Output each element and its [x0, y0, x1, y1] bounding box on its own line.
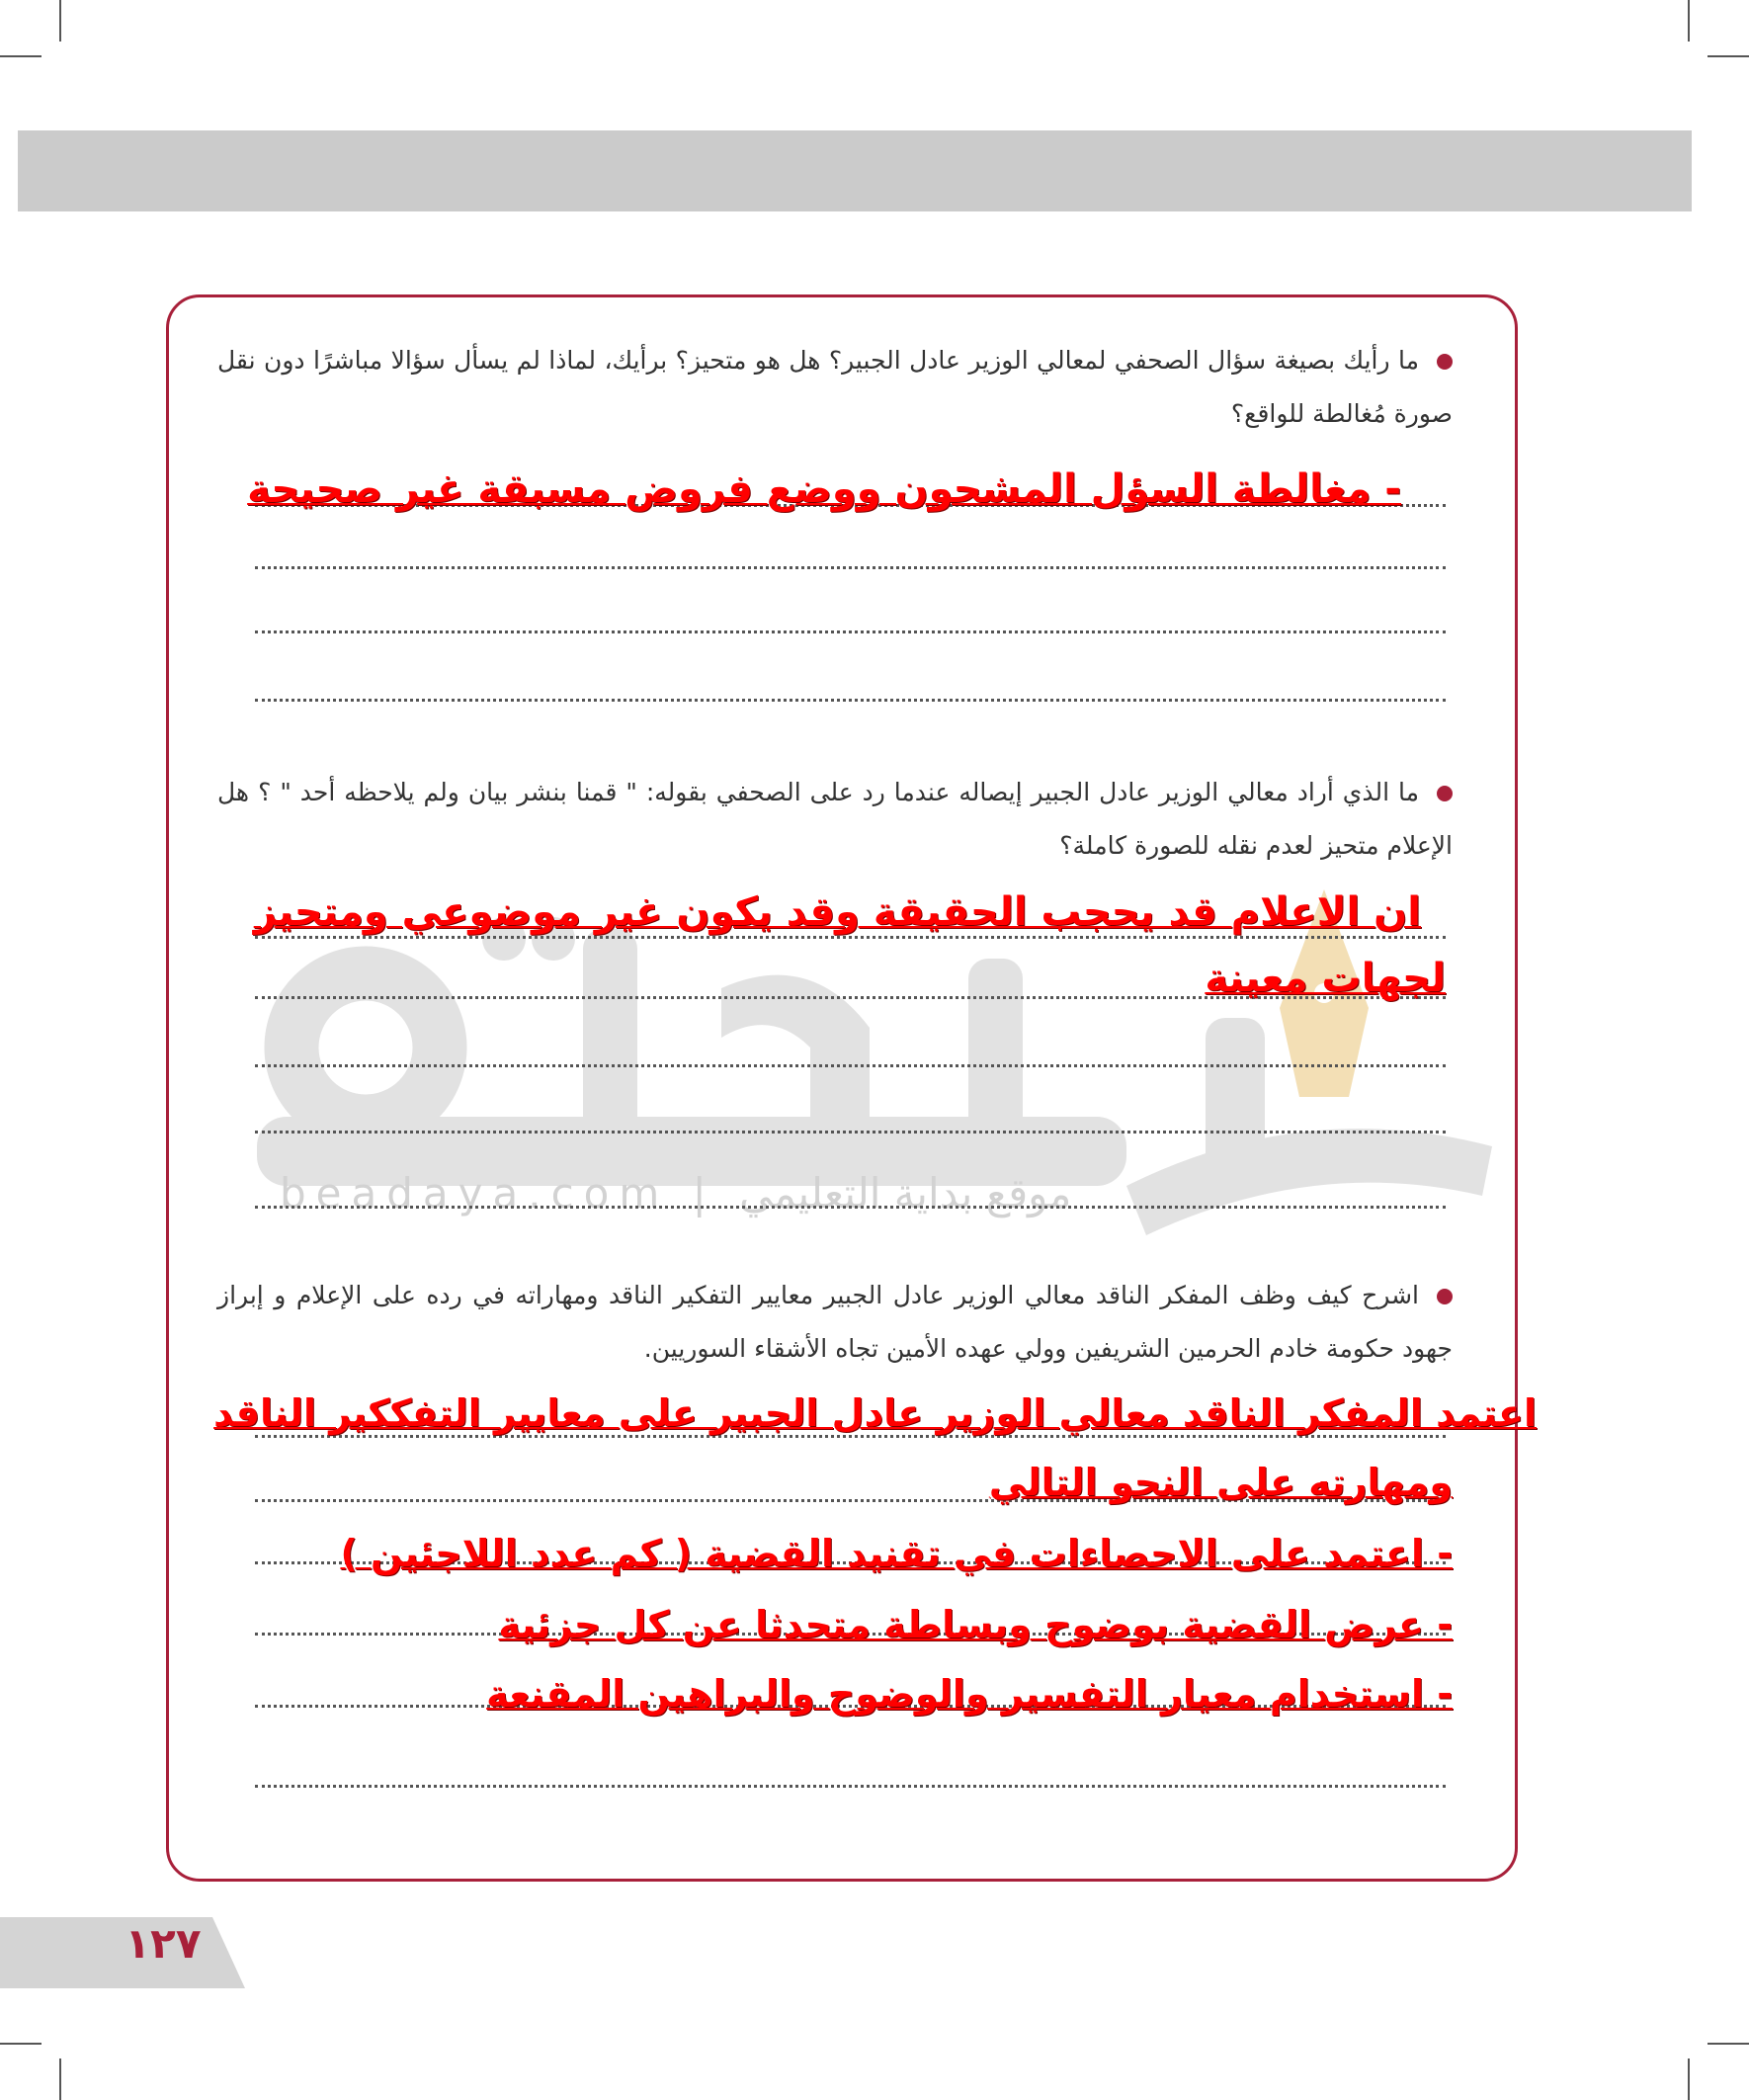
handwritten-answer: لجهات معينة — [1205, 956, 1446, 1001]
header-band — [18, 130, 1692, 211]
answer-line — [255, 1131, 1446, 1134]
answer-line — [255, 566, 1446, 569]
handwritten-answer: - مغالطة السؤل المشحون ووضع فروض مسبقة غير صحيحة — [247, 466, 1401, 512]
answer-line — [255, 1206, 1446, 1209]
question-1 — [217, 334, 1453, 441]
question-text: اشرح كيف وظف المفكر الناقد معالي الوزير عادل الجبير معايير التفكير الناقد ومهاراته في رده على الإعلام و إبراز جهود حكومة خادم الحرمين الشريفين وولي عهده الأمين تجاه الأشقاء السوريين. — [217, 1281, 1453, 1363]
answer-line — [255, 1435, 1446, 1438]
handwritten-answer: ان الاعلام قد يحجب الحقيقة وقد يكون غير موضوعي ومتحيز — [253, 889, 1421, 935]
crop-mark — [59, 0, 61, 42]
crop-mark — [1707, 2043, 1749, 2045]
question-text: ما رأيك بصيغة سؤال الصحفي لمعالي الوزير عادل الجبير؟ هل هو متحيز؟ برأيك، لماذا لم يسأل سؤالا مباشرًا دون نقل صورة مُغالطة للواقع؟ — [217, 346, 1453, 428]
page-number: ١٢٧ — [125, 1919, 202, 1968]
answer-line — [255, 936, 1446, 939]
question-3 — [217, 1269, 1453, 1376]
crop-mark — [1688, 2058, 1690, 2100]
bullet-icon — [1437, 354, 1453, 370]
handwritten-answer: ومهارته على النحو التالي — [988, 1461, 1453, 1504]
crop-mark — [0, 2043, 42, 2045]
watermark-domain: beadaya.com | موقع بداية التعليمي — [280, 1169, 1072, 1218]
handwritten-answer: - استخدام معيار التفسير والوضوح والبراهين المقنعة — [486, 1672, 1453, 1716]
question-2 — [217, 766, 1453, 873]
handwritten-answer: - عرض القضية بوضوح وبساطة متحدثا عن كل جزئية — [498, 1603, 1453, 1646]
crop-mark — [0, 55, 42, 57]
bullet-icon — [1437, 1289, 1453, 1304]
question-text: ما الذي أراد معالي الوزير عادل الجبير إيصاله عندما رد على الصحفي بقوله: " قمنا بنشر بيان ولم يلاحظه أحد " ؟ هل الإعلام متحيز لعدم نقله للصورة كاملة؟ — [217, 778, 1453, 860]
handwritten-answer: اعتمد المفكر الناقد معالي الوزير عادل الجبير على معايير التفككير الناقد — [213, 1391, 1537, 1435]
crop-mark — [1707, 55, 1749, 57]
crop-mark — [59, 2058, 61, 2100]
answer-line — [255, 1064, 1446, 1067]
answer-line — [255, 630, 1446, 633]
answer-line — [255, 1785, 1446, 1788]
crop-mark — [1688, 0, 1690, 42]
bullet-icon — [1437, 786, 1453, 801]
handwritten-answer: - اعتمد على الاحصاءات في تقنيد القضية ( كم عدد اللاجئين ) — [340, 1532, 1453, 1575]
answer-line — [255, 699, 1446, 702]
